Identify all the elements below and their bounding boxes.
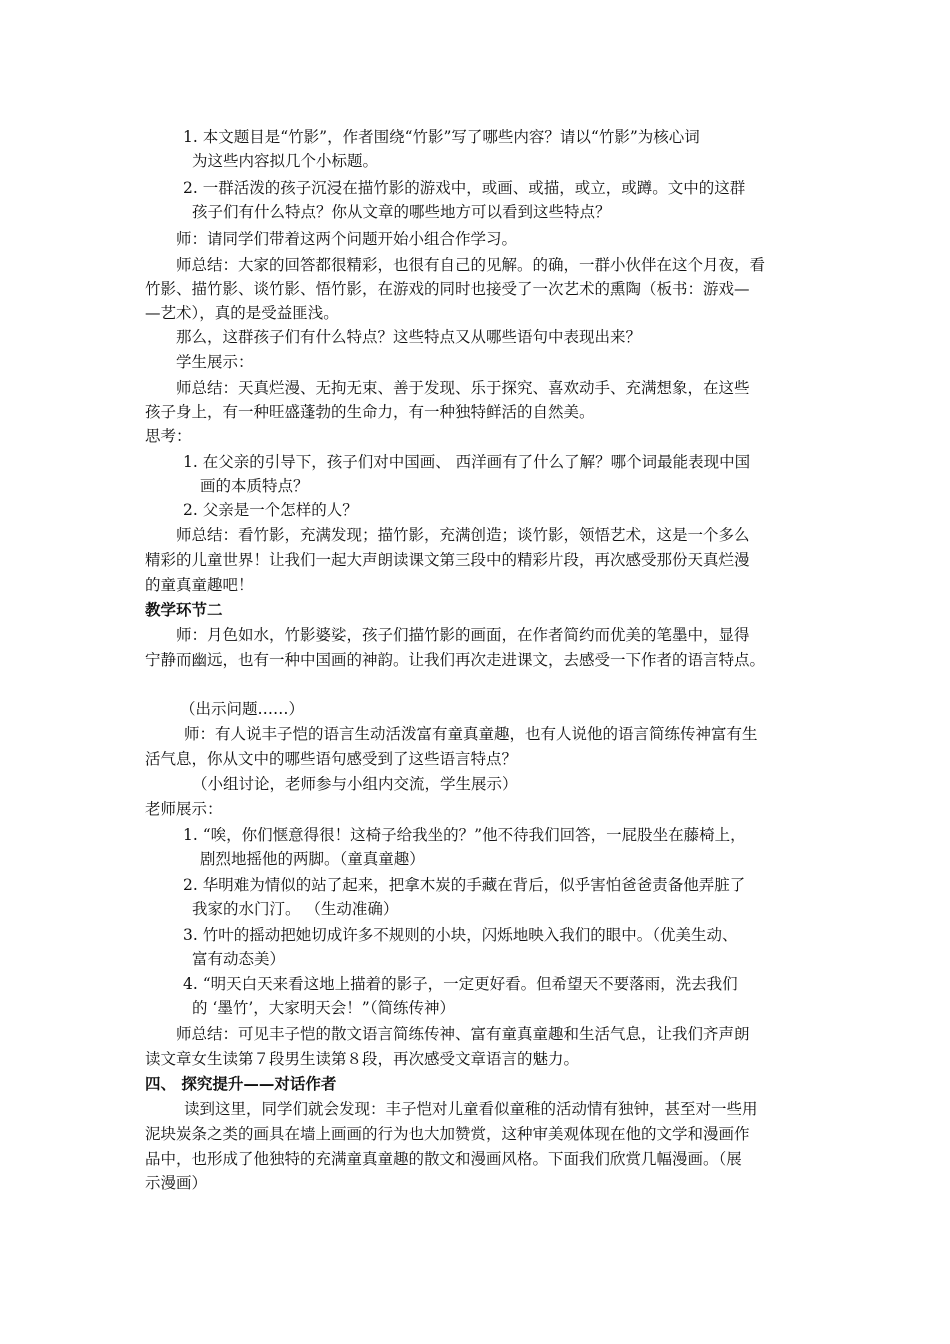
- teacher-summary-2-line-1: 师总结：天真烂漫、无拘无束、善于发现、乐于探究、喜欢动手、充满想象，在这些: [176, 379, 750, 397]
- teacher-summary-4-line-1: 师总结：可见丰子恺的散文语言简练传神、富有童真童趣和生活气息，让我们齐声朗: [176, 1025, 750, 1043]
- example-3-line-2: 富有动态美）: [192, 950, 286, 968]
- question-traits: 那么，这群孩子们有什么特点？这些特点又从哪些语句中表现出来？: [176, 328, 642, 346]
- teacher-summary-3-line-1: 师总结：看竹影，充满发现；描竹影，充满创造；谈竹影，领悟艺术，这是一个多么: [176, 526, 750, 544]
- group-discussion-note: （小组讨论，老师参与小组内交流，学生展示）: [192, 775, 518, 793]
- teacher-intro-line-2: 宁静而幽远，也有一种中国画的神韵。让我们再次走进课文，去感受一下作者的语言特点。: [145, 651, 766, 669]
- section-heading-2: 教学环节二: [145, 601, 223, 619]
- teacher-question-line-1: 师：有人说丰子恺的语言生动活泼富有童真童趣，也有人说他的语言简练传神富有生: [184, 725, 758, 743]
- teacher-instruction: 师：请同学们带着这两个问题开始小组合作学习。: [176, 230, 518, 248]
- think-label: 思考：: [145, 427, 192, 445]
- think-question-1-line-2: 画的本质特点？: [200, 477, 309, 495]
- final-paragraph-line-2: 泥块炭条之类的画具在墙上画画的行为也大加赞赏，这种审美观体现在他的文学和漫画作: [145, 1125, 750, 1143]
- show-question-note: （出示问题……）: [180, 700, 305, 718]
- teacher-intro-line-1: 师：月色如水，竹影婆娑，孩子们描竹影的画面，在作者简约而优美的笔墨中，显得: [176, 626, 750, 644]
- example-2-line-2: 我家的水门汀。 （生动准确）: [192, 900, 399, 918]
- teacher-summary-1-line-2: 竹影、描竹影、谈竹影、悟竹影，在游戏的同时也接受了一次艺术的熏陶（板书：游戏—: [145, 280, 750, 298]
- teacher-summary-3-line-2: 精彩的儿童世界！让我们一起大声朗读课文第三段中的精彩片段，再次感受那份天真烂漫: [145, 551, 750, 569]
- question-2-line-2: 孩子们有什么特点？你从文章的哪些地方可以看到这些特点？: [192, 203, 611, 221]
- think-question-2: 2. 父亲是一个怎样的人？: [183, 501, 358, 519]
- teacher-summary-4-line-2: 读文章女生读第７段男生读第８段，再次感受文章语言的魅力。: [145, 1050, 580, 1068]
- final-paragraph-line-3: 品中，也形成了他独特的充满童真童趣的散文和漫画风格。下面我们欣赏几幅漫画。（展: [145, 1150, 742, 1168]
- example-2-line-1: 2. 华明难为情似的站了起来，把拿木炭的手藏在背后，似乎害怕爸爸责备他弄脏了: [183, 876, 746, 894]
- example-4-line-1: 4. “明天白天来看这地上描着的影子，一定更好看。但希望天不要落雨，洗去我们: [183, 975, 738, 993]
- example-4-line-2: 的 ‘墨竹’，大家明天会！”（简练传神）: [192, 999, 455, 1017]
- teacher-summary-2-line-2: 孩子身上，有一种旺盛蓬勃的生命力，有一种独特鲜活的自然美。: [145, 403, 595, 421]
- final-paragraph-line-1: 读到这里，同学们就会发现：丰子恺对儿童看似童稚的活动情有独钟，甚至对一些用: [184, 1100, 758, 1118]
- example-1-line-1: 1. “唉，你们惬意得很！这椅子给我坐的？”他不待我们回答，一屁股坐在藤椅上，: [183, 826, 746, 844]
- teacher-summary-1-line-3: —艺术），真的是受益匪浅。: [145, 304, 339, 322]
- final-paragraph-line-4: 示漫画）: [145, 1174, 208, 1192]
- question-1-line-2: 为这些内容拟几个小标题。: [192, 152, 379, 170]
- student-display: 学生展示：: [176, 353, 254, 371]
- section-heading-4: 四、 探究提升——对话作者: [145, 1075, 337, 1093]
- teacher-question-line-2: 活气息，你从文中的哪些语句感受到了这些语言特点？: [145, 750, 518, 768]
- teacher-summary-1-line-1: 师总结：大家的回答都很精彩，也很有自己的见解。的确，一群小伙伴在这个月夜，看: [176, 256, 766, 274]
- teacher-display-label: 老师展示：: [145, 800, 223, 818]
- question-2-line-1: 2. 一群活泼的孩子沉浸在描竹影的游戏中，或画、或描，或立，或蹲。文中的这群: [183, 179, 746, 197]
- example-3-line-1: 3. 竹叶的摇动把她切成许多不规则的小块，闪烁地映入我们的眼中。（优美生动、: [183, 926, 738, 944]
- example-1-line-2: 剧烈地摇他的两脚。（童真童趣）: [200, 850, 425, 868]
- question-1-line-1: 1. 本文题目是“竹影”，作者围绕“竹影”写了哪些内容？请以“竹影”为核心词: [183, 128, 700, 146]
- think-question-1-line-1: 1. 在父亲的引导下，孩子们对中国画、 西洋画有了什么了解？哪个词最能表现中国: [183, 453, 751, 471]
- teacher-summary-3-line-3: 的童真童趣吧！: [145, 576, 254, 594]
